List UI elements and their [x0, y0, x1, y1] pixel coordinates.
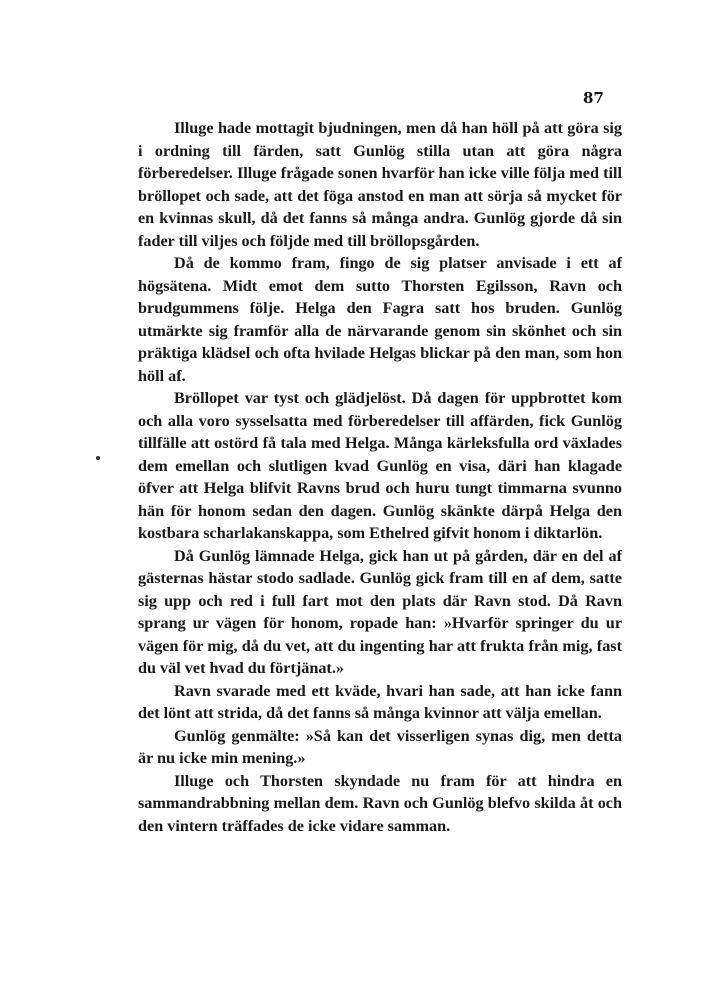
page-number: 87	[583, 89, 604, 107]
paragraph: Då Gunlög lämnade Helga, gick han ut på gården, där en del af gästernas hästar stodo sadlade. Gunlög gick fram till en af dem, satte sig upp och red i full fart mot den plats där Ravn stod. Då Ravn sprang ur vägen för honom, ropade han: »Hvarför springer du ur vägen för mig, då du vet, att du ingenting har att frukta från mig, fast du väl vet hvad du förtjänat.»	[138, 546, 622, 677]
paragraph: Ravn svarade med ett kväde, hvari han sade, att han icke fann det lönt att strida, då det fanns så många kvinnor att välja emellan.	[138, 681, 622, 722]
ink-speck	[96, 456, 100, 460]
paragraph: Illuge och Thorsten skyndade nu fram för att hindra en sammandrabbning mellan dem. Ravn och Gunlög blefvo skilda åt och den vintern träffades de icke vidare samman.	[138, 771, 622, 835]
paragraph: Bröllopet var tyst och glädjelöst. Då dagen för uppbrottet kom och alla voro sysselsatta med förberedelser till affärden, fick Gunlög tillfälle att ostörd få tala med Helga. Många kärleksfulla ord växlades dem emellan och slutligen kvad Gunlög en visa, däri han klagade öfver att Helga blifvit Ravns brud och huru tungt timmarna svunno hän för honom sedan den dagen. Gunlög skänkte därpå Helga den kostbara scharlakanskappa, som Ethelred gifvit honom i diktarlön.	[138, 389, 622, 542]
body-text	[138, 117, 622, 837]
paragraph: Illuge hade mottagit bjudningen, men då han höll på att göra sig i ordning till färden, satt Gunlög stilla utan att göra några förberedelser. Illuge frågade sonen hvarför han icke ville följa med till bröllopet och sade, att det föga anstod en man att sörja så mycket för en kvinnas skull, då det fanns så många andra. Gunlög gjorde då sin fader till viljes och följde med till bröllopsgården.	[138, 119, 622, 250]
paragraph: Gunlög genmälte: »Så kan det visserligen synas dig, men detta är nu icke min mening.»	[138, 726, 622, 767]
paragraph: Då de kommo fram, fingo de sig platser anvisade i ett af högsätena. Midt emot dem sutto Thorsten Egilsson, Ravn och brudgummens följe. Helga den Fagra satt hos bruden. Gunlög utmärkte sig framför alla de närvarande genom sin skönhet och sin präktiga klädsel och ofta hvilade Helgas blickar på den man, som hon höll af.	[138, 254, 622, 385]
